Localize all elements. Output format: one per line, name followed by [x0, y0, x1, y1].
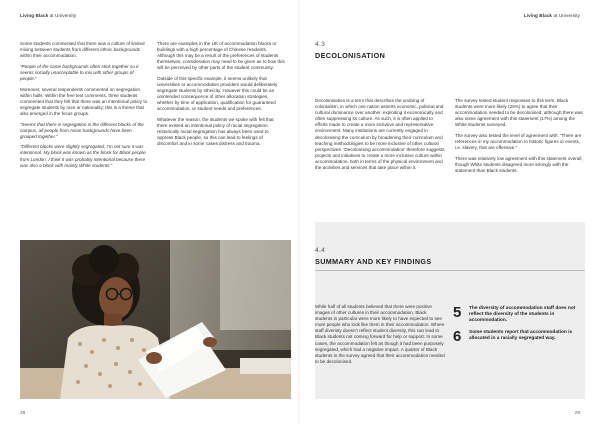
- pull-quote: “People of the same backgrounds often stick together so it seems socially unacceptable to mix with other groups of people.”: [20, 63, 139, 81]
- right-column-1: [315, 98, 445, 176]
- body-paragraph: Some students commented that there was a culture of limited mixing between students from different ethnic backgrounds within their accommodation.: [20, 41, 145, 59]
- student-reading-photo: [20, 240, 291, 399]
- finding-text: Some students report that accommodation is allocated in a racially segregated way.: [469, 330, 573, 342]
- pull-quote: “Seems that there is segregation in the different blocks of the campus, all people from Asian backgrounds have been grouped together.”: [20, 121, 144, 139]
- right-column-2: [455, 98, 585, 179]
- finding-number: 6: [453, 328, 462, 345]
- finding-number: 5: [453, 304, 462, 321]
- section-number: 4.3: [315, 41, 326, 48]
- section-title: DECOLONISATION: [315, 51, 386, 60]
- left-column-2: [157, 41, 285, 152]
- body-paragraph: The survey tested student responses to this term. Black students were more likely (26%) to agree that their accommodation needed to be decolonised, although there was also some agreement with this statement (17%) among the White students surveyed.: [455, 98, 583, 128]
- running-head-right: Living Black at University: [523, 13, 580, 18]
- finding-text: The diversity of accommodation staff does not reflect the diversity of the students in accommodation.: [469, 306, 576, 324]
- section-4-4-heading: [315, 247, 585, 271]
- body-paragraph: There are examples in the UK of accommodation blocks or buildings with a high percentage of Chinese residents. Although this may be a result of the preferences of students themselves, consideration may need to be given as to how this will be perceived by other parts of the student community.: [157, 41, 285, 71]
- key-finding-6: [453, 329, 581, 344]
- body-paragraph: There was relatively low agreement with this statement overall, though White students disagreed more strongly with the statement than Black students.: [455, 155, 583, 173]
- pull-quote: “Different blocks were slightly segregated, I’m not sure it was intentional. My block was known as the block for Black people from London. I think it was probably intentional because there was also a block with mainly White students.”: [20, 144, 146, 168]
- section-divider: [315, 270, 585, 271]
- section-4-3-heading: [315, 41, 445, 60]
- section-title: SUMMARY AND KEY FINDINGS: [315, 257, 432, 266]
- page-number-left: 28: [20, 411, 26, 416]
- summary-text: While half of all students believed that there were positive images of other cultures in their accommodation. Black students in particular were more likely to have expected to see more people who look like them in their accommodation. Where staff diversity doesn’t reflect student diversity, this can lead to Black students not coming forward for help or support. In some cases, the accommodation felt as though it had been purposely segregated, which had a negative impact. A quarter of Black students in the survey agreed that their accommodation needed to be decolonised.: [315, 304, 445, 364]
- body-paragraph: Whatever the reason, the students we spoke with felt that there existed an intentional policy of racial segregation. Historically racial segregation has always been used to oppress Black people, so this can lead to feelings of discomfort and in some cases distress and trauma.: [157, 117, 274, 147]
- summary-panel: [315, 222, 585, 399]
- body-paragraph: Decolonisation is a term that describes the undoing of colonialism, in which one nation asserts economic, political and cultural dominance over another, exploiting it economically and often suppressing its culture. As such, it is often applied to efforts made to create a more inclusive and representative environment. Many institutions are currently engaged in decolonising the curriculum by broadening their curriculum and teaching methodologies to be more inclusive of other cultural perspectives. ‘Decolonising accommodation’ therefore suggests projects and initiatives to create a more inclusive culture within accommodation, both in terms of the physical environment and the activities and services that take place within it.: [315, 98, 445, 171]
- running-head-left: Living Black at University: [20, 13, 77, 18]
- left-column-1: [20, 41, 148, 173]
- key-finding-5: [453, 305, 581, 325]
- body-paragraph: The survey also tested the level of agreement with: “There are references in my accommodation to historic figures or events, i.e. slavery, that are offensive.”: [455, 132, 582, 151]
- body-paragraph: Outside of this specific example, it seems unlikely that universities or accommodation providers would deliberately segregate students by ethnicity. However this could be an unintended consequence of other allocation strategies, whether by time of application, qualification for guaranteed accommodation, or student needs and preferences.: [157, 75, 278, 112]
- page-number-right: 29: [574, 411, 580, 416]
- section-number: 4.4: [315, 247, 326, 254]
- body-paragraph: Moreover, several respondents commented on segregation within halls. Within the free text comments, three students commented that they felt that there was an intentional policy to segregate students by race or nationality; this is a theme that also emerged in the focus groups.: [20, 86, 148, 116]
